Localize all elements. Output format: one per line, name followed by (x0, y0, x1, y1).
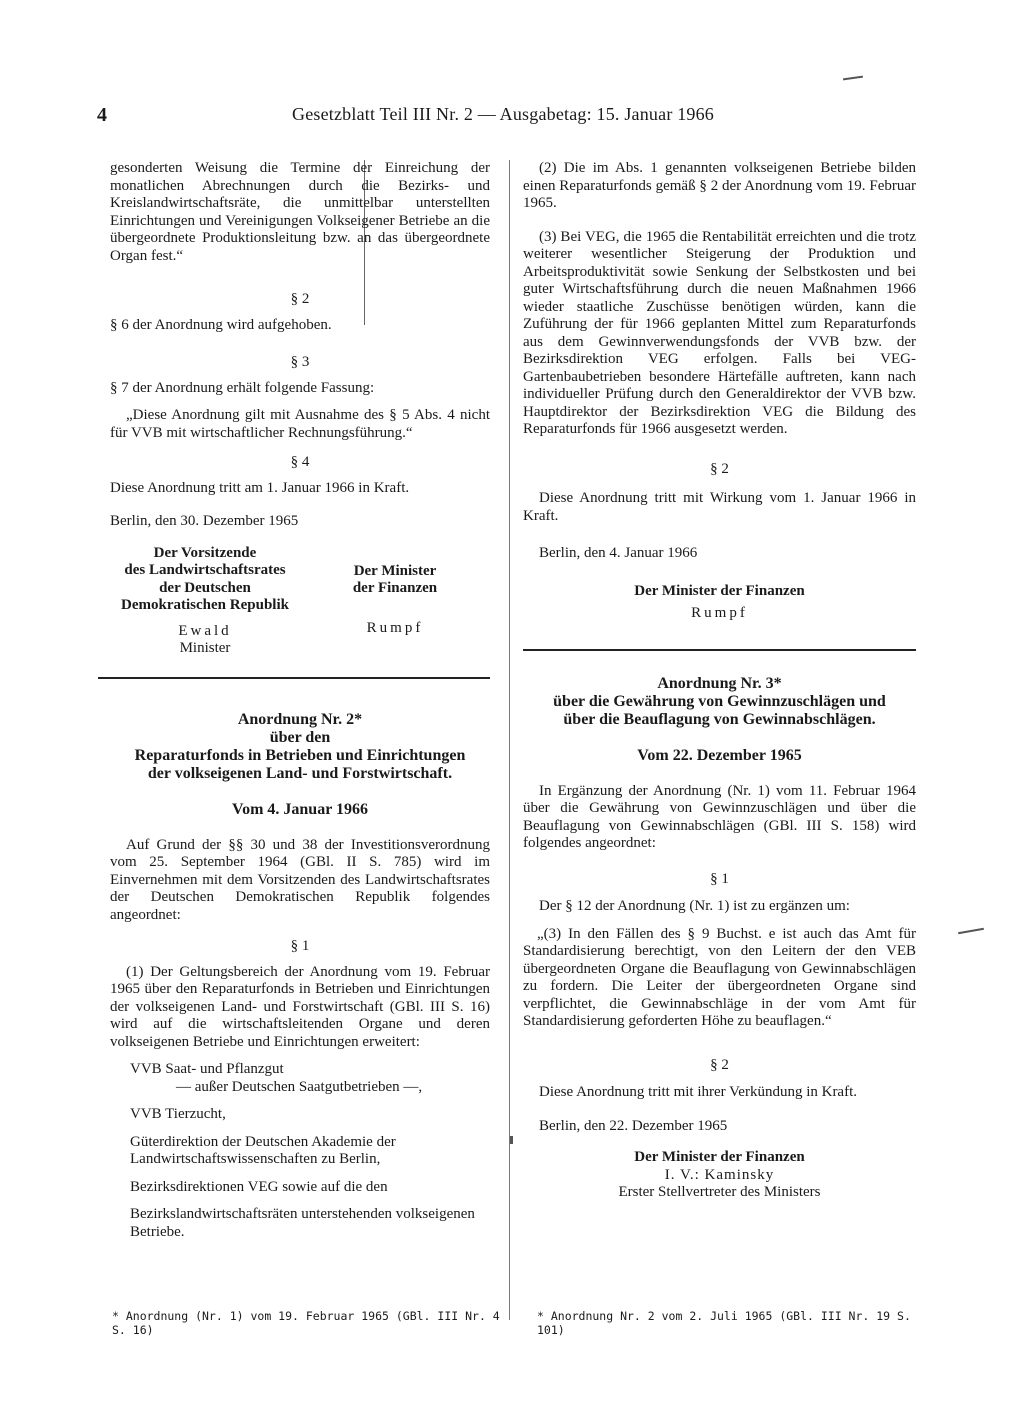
ordinance-title-line: Anordnung Nr. 3* (657, 674, 782, 692)
signatory-title: Der Minister der Finanzen (634, 1149, 805, 1165)
ordinance-date: Vom 4. Januar 1966 (231, 800, 369, 818)
ordinance-date: Vom 22. Dezember 1965 (637, 746, 802, 764)
signature-block (110, 545, 490, 655)
section-heading: § 4 (290, 454, 310, 470)
ordinance-title (523, 675, 916, 729)
section-text: (1) Der Geltungsbereich der Anordnung vom 19. Februar 1965 über den Reparaturfonds in Betrieben und Einrichtungen der volkseigenen Land- und Forstwirtschaft (GBl. III S. 16) wird auf die wirtschaftsleitenden Organe und deren volkseigenen Betriebe und Einrichtungen erweitert: (110, 963, 490, 1050)
section-text: § 6 der Anordnung wird aufgehoben. (110, 316, 332, 333)
page-header (97, 104, 927, 130)
signatory-name: Rumpf (691, 605, 748, 621)
section-heading: § 2 (710, 1056, 729, 1073)
ordinance-preamble: In Ergänzung der Anordnung (Nr. 1) vom 11. Februar 1964 über die Gewährung von Gewinnzuschlägen und über die Beauflagung von Gewinnabschlägen (GBl. III S. 158) wird folgendes angeordnet: (523, 782, 916, 851)
signatory-name: I. V.: Kaminsky (664, 1166, 775, 1183)
place-date: Berlin, den 4. Januar 1966 (539, 545, 698, 561)
intro-paragraph: gesonderten Weisung die Termine der Einreichung der monatlichen Abrechnungen durch die Bezirks- und Kreislandwirtschaftsräte, die unmittelbar unterstellten Einrichtungen und Vereinigungen Volkseigener Betriebe an die übergeordnete Produktionsleitung bzw. an das übergeordnete Organ fest.“ (110, 160, 490, 264)
list-item: Güterdirektion der Deutschen Akademie der Landwirtschaftswissenschaften zu Berlin, (130, 1133, 396, 1167)
signatory-role: Erster Stellvertreter des Ministers (618, 1184, 821, 1200)
right-column (523, 160, 916, 1202)
signatory-title: der Deutschen (159, 579, 251, 596)
paragraph: (2) Die im Abs. 1 genannten volkseigenen Betriebe bilden einen Reparaturfonds gemäß § 2 der Anordnung vom 19. Februar 1965. (523, 160, 916, 211)
section-text: Diese Anordnung tritt mit ihrer Verkündung in Kraft. (539, 1084, 858, 1100)
section-heading: § 3 (290, 354, 310, 370)
paragraph: (3) Bei VEG, die 1965 die Rentabilität erreichten und die trotz weiterer wesentlicher Steigerung der Produktion und Arbeitsproduktivität sowie Senkung der Selbstkosten und bei guter Wirtschaftsführung durch die neuen Maßnahmen 1966 wieder staatliche Zuschüsse benötigen würden, kann die Zuführung der für 1966 geplanten Mittel zum Reparaturfonds aus dem Gewinnverwendungsfonds der VVB bzw. der Bezirksdirektion VEG erfolgen. Falls bei VEG-Gartenbaubetrieben besondere Härtefälle auftreten, kann nach individueller Prüfung durch den Generaldirektor der VVB bzw. Hauptdirektor der Bezirksdirektion VEG die Bildung des Reparaturfonds für 1966 ausgesetzt werden. (523, 228, 916, 437)
signatory-role: Minister (179, 640, 231, 656)
signatory-chairman (110, 545, 300, 658)
section-text: Diese Anordnung tritt am 1. Januar 1966 in Kraft. (110, 479, 410, 496)
ordinance-title-line: über den (269, 728, 331, 746)
ordinance-title (110, 711, 490, 783)
ordinance-title-line: über die Gewährung von Gewinnzuschlägen und (553, 692, 886, 710)
page-number: 4 (97, 104, 107, 126)
section-heading: § 2 (710, 460, 729, 477)
signatory-minister (340, 563, 450, 638)
footnote: * Anordnung Nr. 2 vom 2. Juli 1965 (GBl. III Nr. 19 S. 101) (537, 1309, 911, 1337)
ordinance-title-line: Anordnung Nr. 2* (237, 710, 363, 728)
signatory-name: Rumpf (366, 619, 424, 636)
column-divider (509, 160, 510, 1320)
list-item-text: VVB Saat- und Pflanzgut (130, 1061, 284, 1077)
list-item: Bezirkslandwirtschaftsräten unterstehenden volkseigenen Betriebe. (130, 1206, 475, 1240)
signatory-name: Ewald (178, 622, 232, 639)
header-title: Gesetzblatt Teil III Nr. 2 — Ausgabetag: 15. Januar 1966 (292, 104, 715, 124)
signatory-title: Demokratischen Republik (121, 597, 289, 613)
scan-mark (510, 1136, 513, 1144)
list-item: VVB Tierzucht, (130, 1106, 226, 1122)
list-item (130, 1061, 490, 1096)
signatory-title: der Finanzen (352, 580, 438, 596)
footnote: * Anordnung (Nr. 1) vom 19. Februar 1965 (GBl. III Nr. 4 S. 16) (112, 1309, 500, 1337)
scan-mark (958, 928, 984, 934)
ordinance-preamble: Auf Grund der §§ 30 und 38 der Investitionsverordnung vom 25. September 1964 (GBl. II S. 785) wird im Einvernehmen mit dem Vorsitzenden des Landwirtschaftsrates der Deutschen Demokratischen Republik folgendes angeordnet: (110, 836, 490, 923)
signatory-title: Der Minister (353, 562, 437, 579)
signatory-title: des Landwirtschaftsrates (124, 562, 286, 578)
list-item: Bezirksdirektionen VEG sowie auf die den (130, 1178, 388, 1195)
section-heading: § 1 (290, 938, 310, 954)
signatory-title: Der Vorsitzende (153, 544, 257, 561)
place-date: Berlin, den 22. Dezember 1965 (539, 1117, 728, 1134)
place-date: Berlin, den 30. Dezember 1965 (110, 513, 299, 529)
section-text: Diese Anordnung tritt mit Wirkung vom 1. Januar 1966 in Kraft. (523, 490, 916, 524)
signatory-title: Der Minister der Finanzen (634, 582, 805, 599)
ordinance-title-line: Reparaturfonds in Betrieben und Einrichtungen (134, 746, 466, 764)
section-heading: § 2 (290, 291, 310, 307)
scan-mark (843, 76, 863, 81)
quoted-provision: „(3) In den Fällen des § 9 Buchst. e ist auch das Amt für Standardisierung berechtigt, von den Leitern der den VEB übergeordneten Organe die Beauflagung von Gewinnabschlägen zu fordern. Die Leiter der übergeordneten Organe sind verpflichtet, die Gewinnabschläge in der vom Amt für Standardisierung geforderten Höhe zu beauflagen.“ (523, 925, 916, 1029)
list-item-subtext: — außer Deutschen Saatgutbetrieben —, (176, 1078, 423, 1095)
section-heading: § 1 (710, 870, 729, 887)
left-column (110, 160, 490, 1251)
section-text: § 7 der Anordnung erhält folgende Fassung: (110, 379, 375, 396)
ordinance-title-line: über die Beauflagung von Gewinnabschlägen. (563, 710, 876, 728)
section-text: Der § 12 der Anordnung (Nr. 1) ist zu ergänzen um: (539, 898, 850, 914)
ordinance-title-line: der volkseigenen Land- und Forstwirtschaft. (147, 764, 453, 782)
quoted-provision: „Diese Anordnung gilt mit Ausnahme des § 5 Abs. 4 nicht für VVB mit wirtschaftlicher Rechnungsführung.“ (110, 407, 490, 441)
